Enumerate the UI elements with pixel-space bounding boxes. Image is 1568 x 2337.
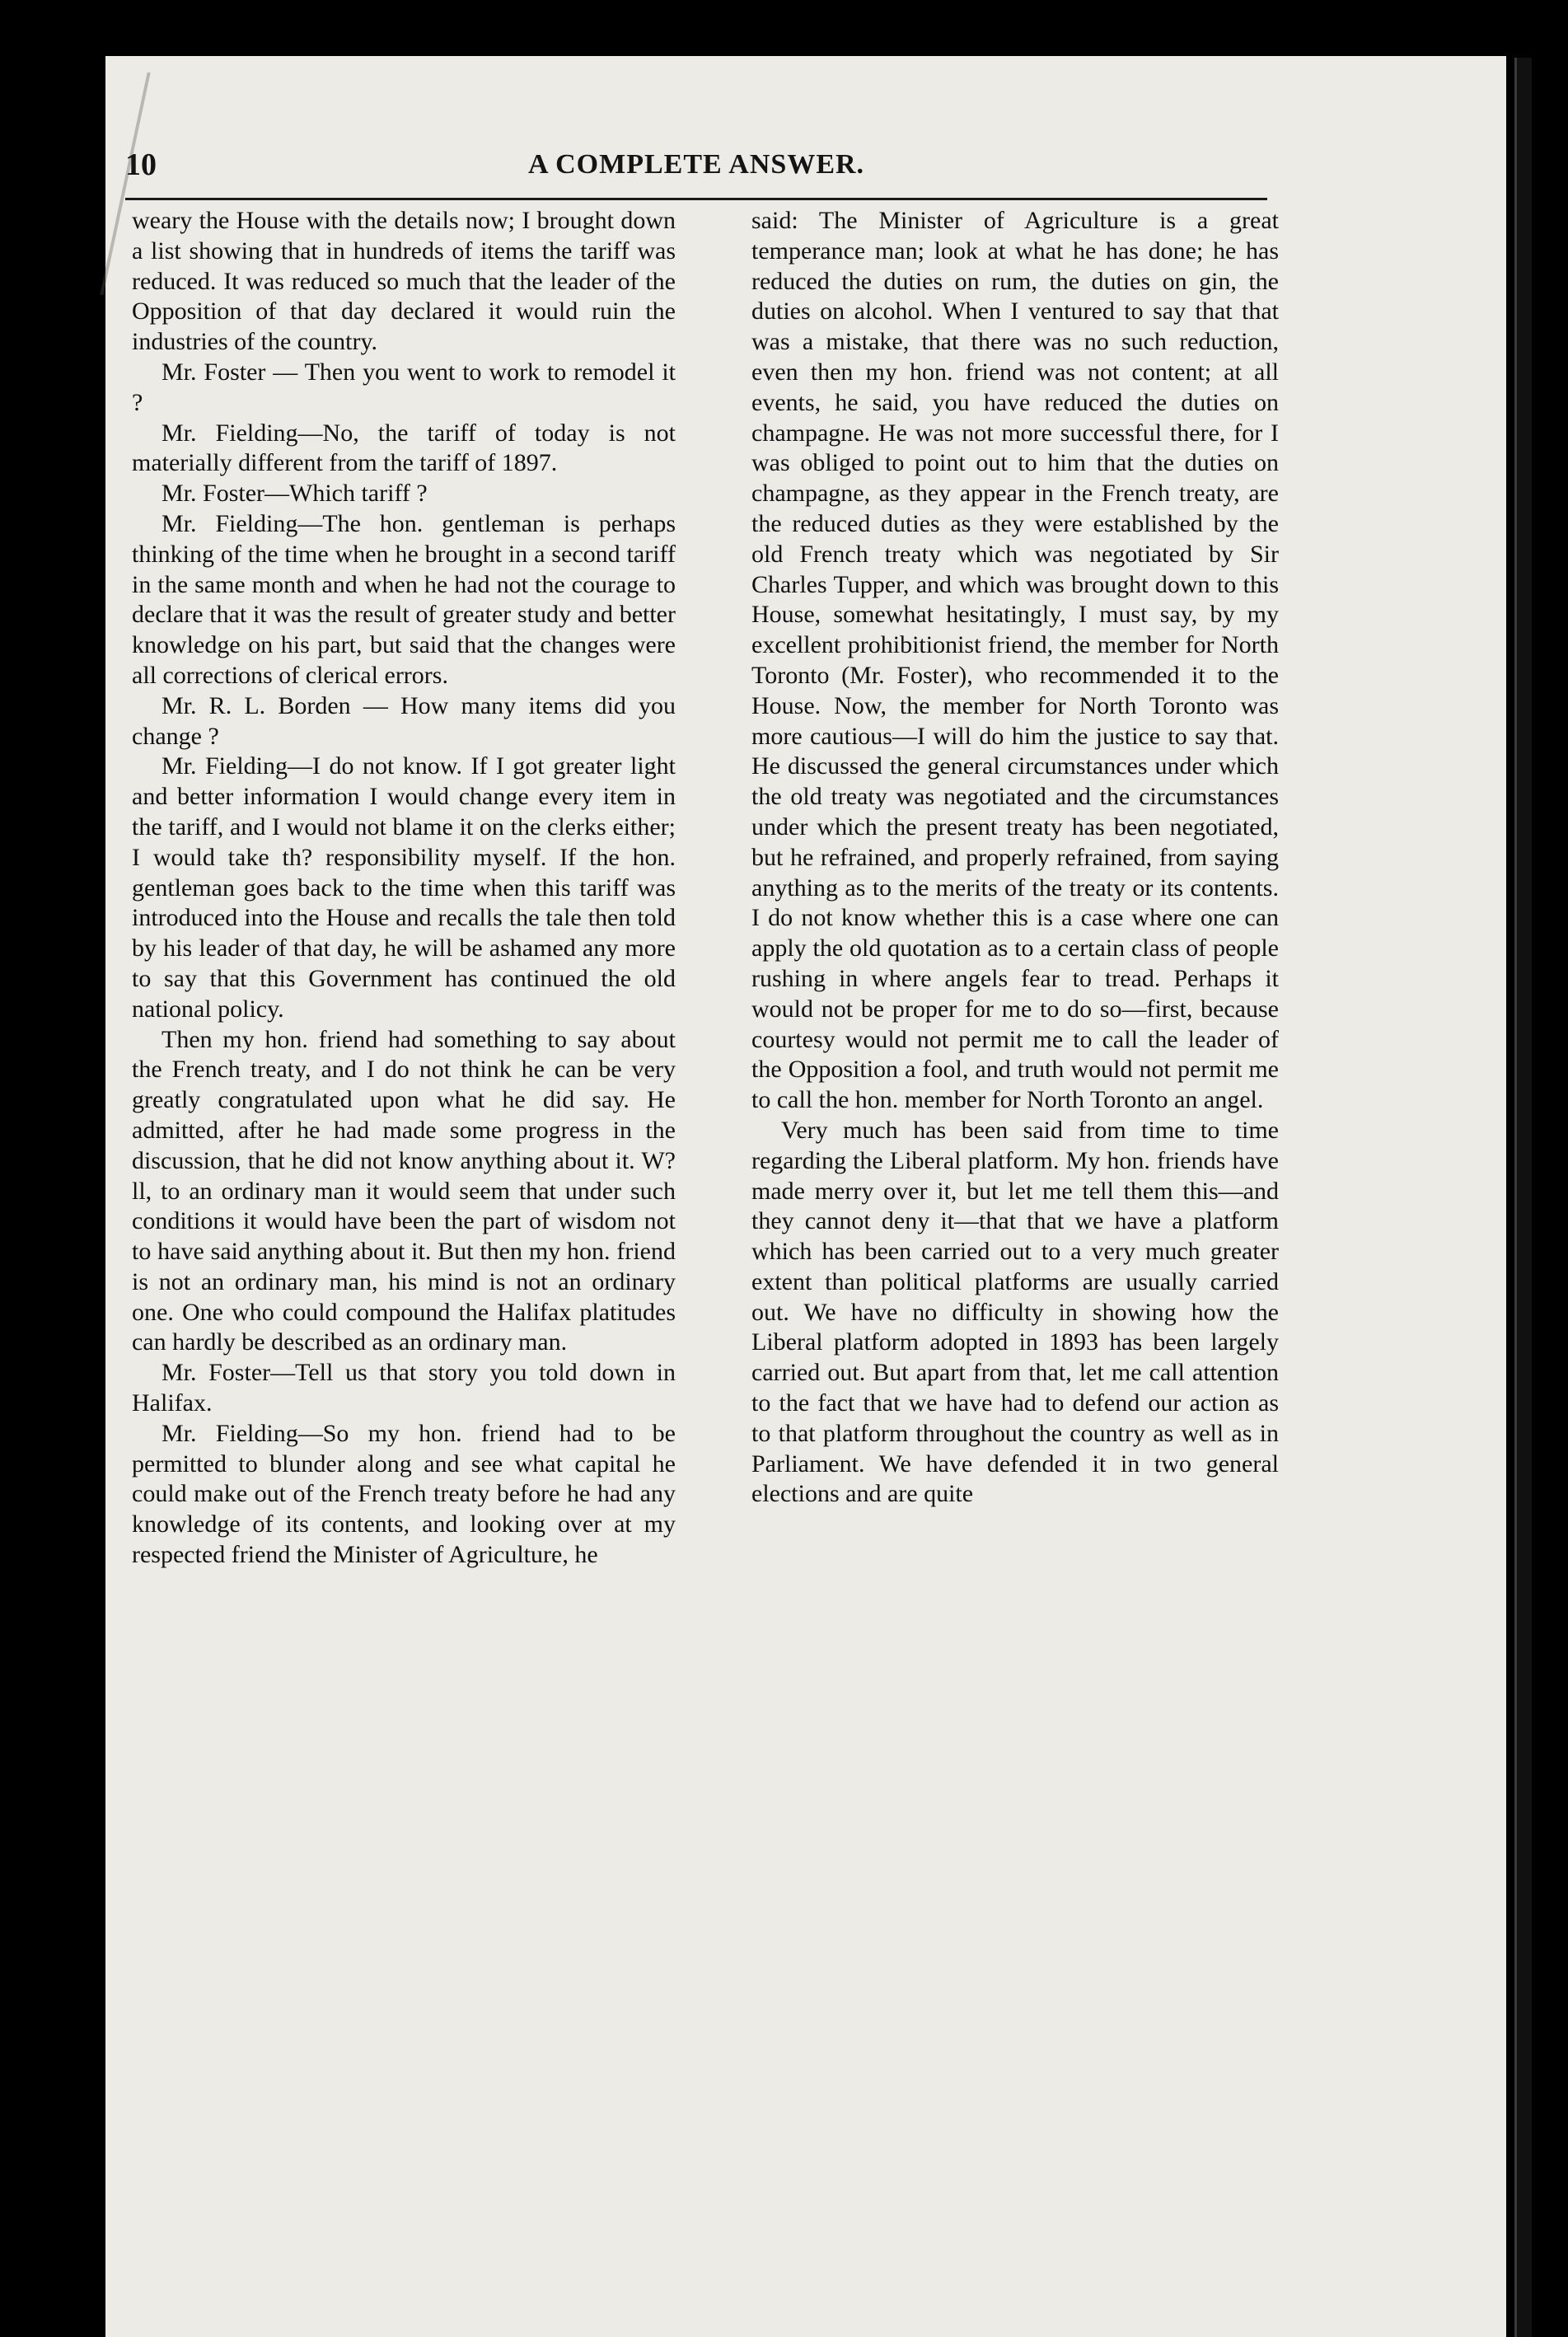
paragraph: Mr. Fielding—So my hon. friend had to be permitted to blunder along and see what capital he could make out of the French treaty before he had any knowledge of its contents, and looking over at my respected friend the Minister of Agriculture, he [132, 1419, 676, 1569]
paragraph: Mr. Foster—Which tariff ? [161, 480, 428, 508]
paragraph: Mr. Fielding—The hon. gentleman is perhaps thinking of the time when he brought in a second tariff in the same month and when he had not the courage to declare that it was the result of greater study and better knowledge on his part, but said that the changes were all corrections of clerical errors. [132, 509, 676, 689]
page-header [125, 140, 1267, 200]
adjacent-page-edge [1514, 58, 1532, 2337]
paragraph: weary the House with the details now; I brought down a list showing that in hundreds of items the tariff was reduced. It was reduced so much that the leader of the Opposition of that day declared it would ruin the industries of the country. [132, 207, 676, 356]
paragraph: Very much has been said from time to time regarding the Liberal platform. My hon. friends have made merry over it, but let me tell them this—and they cannot deny it—that that we have a platform which has been carried out to a very much greater extent than political platforms are usually carried out. We have no difficulty in showing how the Liberal platform adopted in 1893 has been largely carried out. But apart from that, let me call attention to the fact that we have had to defend our action as to that platform throughout the country as well as in Parliament. We have defended it in two general elections and are quite [751, 1116, 1279, 1508]
right-text-column [751, 206, 1279, 1510]
paragraph: Mr. Fielding—I do not know. If I got greater light and better information I would change every item in the tariff, and I would not blame it on the clerks either; I would take th? responsibility myself. If the hon. gentleman goes back to the time when this tariff was introduced into the House and recalls the tale then told by his leader of that day, he will be ashamed any more to say that this Government has continued the old national policy. [132, 752, 676, 1023]
running-title: A COMPLETE ANSWER. [527, 149, 865, 180]
paragraph: said: The Minister of Agriculture is a great temperance man; look at what he has done; he has reduced the duties on rum, the duties on gin, the duties on alcohol. When I ventured to say that that was a mistake, that there was no such reduction, even then my hon. friend was not content; at all events, he said, you have reduced the duties on champagne. He was not more successful there, for I was obliged to point out to him that the duties on champagne, as they appear in the French treaty, are the reduced duties as they were established by the old French treaty which was negotiated by Sir Charles Tupper, and which was brought down to this House, somewhat hesitatingly, I must say, by my excellent prohibitionist friend, the member for North Toronto (Mr. Foster), who recommended it to the House. Now, the member for North Toronto was more cautious—I will do him the justice to say that. He discussed the general circumstances under which the old treaty was negotiated and the circumstances under which the present treaty has been negotiated, but he refrained, and properly refrained, from saying anything as to the merits of the treaty or its contents. I do not know whether this is a case where one can apply the old quotation as to a certain class of people rushing in where angels fear to tread. Perhaps it would not be proper for me to do so—first, because courtesy would not permit me to call the leader of the Opposition a fool, and truth would not permit me to call the hon. member for North Toronto an angel. [751, 207, 1279, 1114]
paragraph: Mr. R. L. Borden — How many items did you change ? [132, 691, 676, 750]
paragraph: Mr. Foster — Then you went to work to remodel it ? [132, 358, 676, 416]
page-number: 10 [125, 148, 157, 182]
paragraph: Mr. Fielding—No, the tariff of today is not materially different from the tariff of 1897. [132, 419, 676, 477]
paragraph: Mr. Foster—Tell us that story you told down in Halifax. [132, 1359, 676, 1417]
left-text-column [132, 206, 676, 1571]
paragraph: Then my hon. friend had something to say about the French treaty, and I do not think he can be very greatly congratulated upon what he did say. He admitted, after he had made some progress in the discussion, that he did not know anything about it. W?ll, to an ordinary man it would seem that under such conditions it would have been the part of wisdom not to have said anything about it. But then my hon. friend is not an ordinary man, his mind is not an ordinary one. One who could compound the Halifax platitudes can hardly be described as an ordinary man. [132, 1025, 676, 1356]
